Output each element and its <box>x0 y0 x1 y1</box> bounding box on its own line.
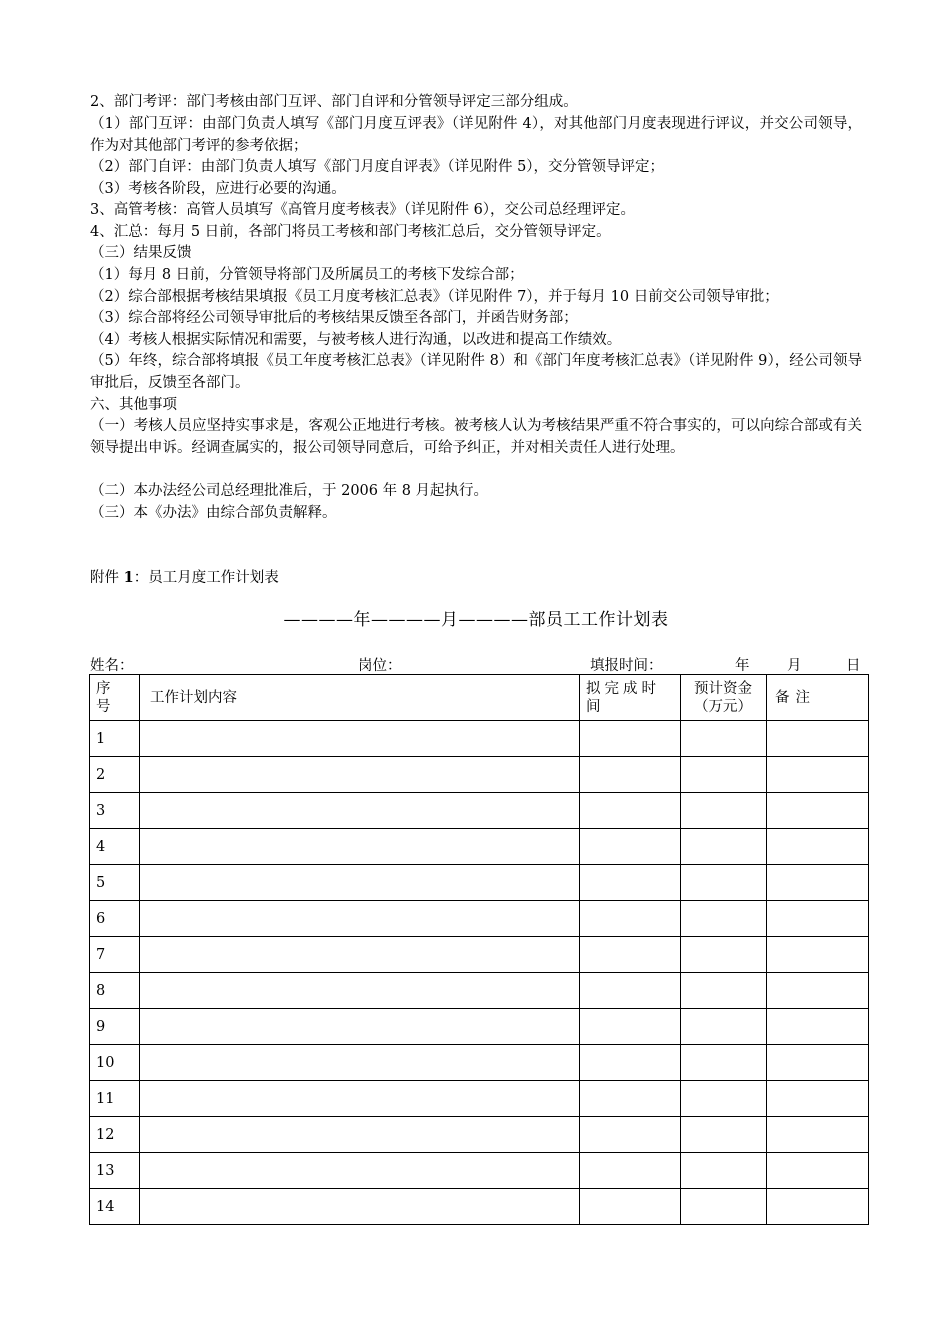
cell-remark[interactable] <box>767 793 869 829</box>
row-seq: 12 <box>90 1117 140 1153</box>
form-title: ————年————月————部员工工作计划表 <box>283 610 669 630</box>
cell-deadline[interactable] <box>580 865 681 901</box>
annex-number: 1 <box>123 569 134 586</box>
cell-deadline[interactable] <box>580 937 681 973</box>
row-seq: 14 <box>90 1189 140 1225</box>
table-row <box>90 1189 869 1225</box>
cell-budget[interactable] <box>681 721 767 757</box>
cell-content[interactable] <box>140 1117 580 1153</box>
row-seq: 3 <box>90 793 140 829</box>
cell-content[interactable] <box>140 1081 580 1117</box>
row-seq: 2 <box>90 757 140 793</box>
cell-budget[interactable] <box>681 1045 767 1081</box>
row-seq: 13 <box>90 1153 140 1189</box>
cell-remark[interactable] <box>767 865 869 901</box>
table-row <box>90 1117 869 1153</box>
table-row <box>90 865 869 901</box>
cell-budget[interactable] <box>681 865 767 901</box>
paragraph: 4、汇总：每月 5 日前，各部门将员工考核和部门考核汇总后，交分管领导评定。 <box>90 224 611 240</box>
cell-deadline[interactable] <box>580 721 681 757</box>
row-seq: 7 <box>90 937 140 973</box>
cell-deadline[interactable] <box>580 901 681 937</box>
cell-remark[interactable] <box>767 1189 869 1225</box>
cell-budget[interactable] <box>681 757 767 793</box>
cell-budget[interactable] <box>681 901 767 937</box>
cell-budget[interactable] <box>681 1081 767 1117</box>
position-label: 岗位： <box>358 658 402 674</box>
row-seq: 6 <box>90 901 140 937</box>
paragraph: （1）每月 8 日前，分管领导将部门及所属员工的考核下发综合部； <box>90 267 524 283</box>
header-content: 工作计划内容 <box>140 675 580 721</box>
cell-content[interactable] <box>140 757 580 793</box>
paragraph: （3）考核各阶段，应进行必要的沟通。 <box>90 181 346 197</box>
cell-content[interactable] <box>140 1153 580 1189</box>
table-row <box>90 937 869 973</box>
cell-remark[interactable] <box>767 1045 869 1081</box>
cell-remark[interactable] <box>767 1081 869 1117</box>
table-row <box>90 901 869 937</box>
row-seq: 11 <box>90 1081 140 1117</box>
paragraph: 2、部门考评：部门考核由部门互评、部门自评和分管领导评定三部分组成。 <box>90 94 578 110</box>
cell-deadline[interactable] <box>580 1081 681 1117</box>
cell-content[interactable] <box>140 973 580 1009</box>
row-seq: 8 <box>90 973 140 1009</box>
cell-deadline[interactable] <box>580 1189 681 1225</box>
paragraph: 3、高管考核：高管人员填写《高管月度考核表》（详见附件 6），交公司总经理评定。 <box>90 202 636 218</box>
annex-colon: ： <box>133 570 149 586</box>
cell-remark[interactable] <box>767 1117 869 1153</box>
table-row <box>90 1045 869 1081</box>
table-row <box>90 1081 869 1117</box>
cell-remark[interactable] <box>767 973 869 1009</box>
table-row <box>90 757 869 793</box>
cell-content[interactable] <box>140 1009 580 1045</box>
cell-remark[interactable] <box>767 721 869 757</box>
cell-budget[interactable] <box>681 829 767 865</box>
cell-content[interactable] <box>140 721 580 757</box>
cell-deadline[interactable] <box>580 757 681 793</box>
cell-remark[interactable] <box>767 829 869 865</box>
paragraph: （一）考核人员应坚持实事求是，客观公正地进行考核。被考核人认为考核结果严重不符合事实的，可以向综合部或有关领导提出申诉。经调查属实的，报公司领导同意后，可给予纠正，并对相关责任人进行处理。 <box>90 418 862 456</box>
date-label: 填报时间： <box>590 658 663 674</box>
cell-budget[interactable] <box>681 1117 767 1153</box>
cell-remark[interactable] <box>767 757 869 793</box>
row-seq: 4 <box>90 829 140 865</box>
table-row <box>90 1009 869 1045</box>
row-seq: 9 <box>90 1009 140 1045</box>
table-row <box>90 829 869 865</box>
paragraph: （3）综合部将经公司领导审批后的考核结果反馈至各部门，并函告财务部； <box>90 310 578 326</box>
table-row <box>90 1153 869 1189</box>
cell-deadline[interactable] <box>580 1045 681 1081</box>
paragraph: （2）综合部根据考核结果填报《员工月度考核汇总表》（详见附件 7），并于每月 10 日前交公司领导审批； <box>90 289 779 305</box>
cell-remark[interactable] <box>767 937 869 973</box>
cell-content[interactable] <box>140 937 580 973</box>
paragraph: （1）部门互评：由部门负责人填写《部门月度互评表》（详见附件 4），对其他部门月度表现进行评议，并交公司领导，作为对其他部门考评的参考依据； <box>90 116 862 154</box>
table-row <box>90 973 869 1009</box>
cell-content[interactable] <box>140 829 580 865</box>
table-header-row <box>90 675 869 721</box>
header-remark: 备注 <box>767 675 869 721</box>
header-deadline: 拟完成时间 <box>580 675 681 721</box>
cell-budget[interactable] <box>681 793 767 829</box>
section-heading: 六、其他事项 <box>90 397 177 413</box>
cell-content[interactable] <box>140 865 580 901</box>
cell-budget[interactable] <box>681 1189 767 1225</box>
cell-budget[interactable] <box>681 937 767 973</box>
annex-heading <box>90 566 279 587</box>
paragraph: （4）考核人根据实际情况和需要，与被考核人进行沟通，以改进和提高工作绩效。 <box>90 332 622 348</box>
cell-deadline[interactable] <box>580 973 681 1009</box>
cell-deadline[interactable] <box>580 1117 681 1153</box>
row-seq: 10 <box>90 1045 140 1081</box>
cell-content[interactable] <box>140 1045 580 1081</box>
paragraph: （2）部门自评：由部门负责人填写《部门月度自评表》（详见附件 5），交分管领导评定； <box>90 159 665 175</box>
header-seq: 序号 <box>90 675 140 721</box>
row-seq: 1 <box>90 721 140 757</box>
year-label: 年 <box>735 658 750 674</box>
annex-title: 员工月度工作计划表 <box>148 570 279 586</box>
cell-deadline[interactable] <box>580 829 681 865</box>
cell-budget[interactable] <box>681 973 767 1009</box>
cell-remark[interactable] <box>767 901 869 937</box>
table-row <box>90 721 869 757</box>
cell-content[interactable] <box>140 793 580 829</box>
work-plan-table <box>89 674 869 1225</box>
cell-deadline[interactable] <box>580 1153 681 1189</box>
section-heading: （三）结果反馈 <box>90 245 192 261</box>
annex-prefix: 附件 <box>90 570 124 586</box>
cell-budget[interactable] <box>681 1153 767 1189</box>
paragraph: （三）本《办法》由综合部负责解释。 <box>90 505 337 521</box>
month-label: 月 <box>787 658 802 674</box>
cell-content[interactable] <box>140 1189 580 1225</box>
name-label: 姓名： <box>90 658 134 674</box>
paragraph: （二）本办法经公司总经理批准后，于 2006 年 8 月起执行。 <box>90 483 489 499</box>
cell-remark[interactable] <box>767 1009 869 1045</box>
row-seq: 5 <box>90 865 140 901</box>
cell-remark[interactable] <box>767 1153 869 1189</box>
table-row <box>90 793 869 829</box>
cell-content[interactable] <box>140 901 580 937</box>
day-label: 日 <box>846 658 861 674</box>
paragraph: （5）年终，综合部将填报《员工年度考核汇总表》（详见附件 8）和《部门年度考核汇总表》（详见附件 9），经公司领导审批后，反馈至各部门。 <box>90 353 862 391</box>
cell-deadline[interactable] <box>580 1009 681 1045</box>
cell-deadline[interactable] <box>580 793 681 829</box>
header-budget: 预计资金（万元） <box>681 675 767 721</box>
cell-budget[interactable] <box>681 1009 767 1045</box>
